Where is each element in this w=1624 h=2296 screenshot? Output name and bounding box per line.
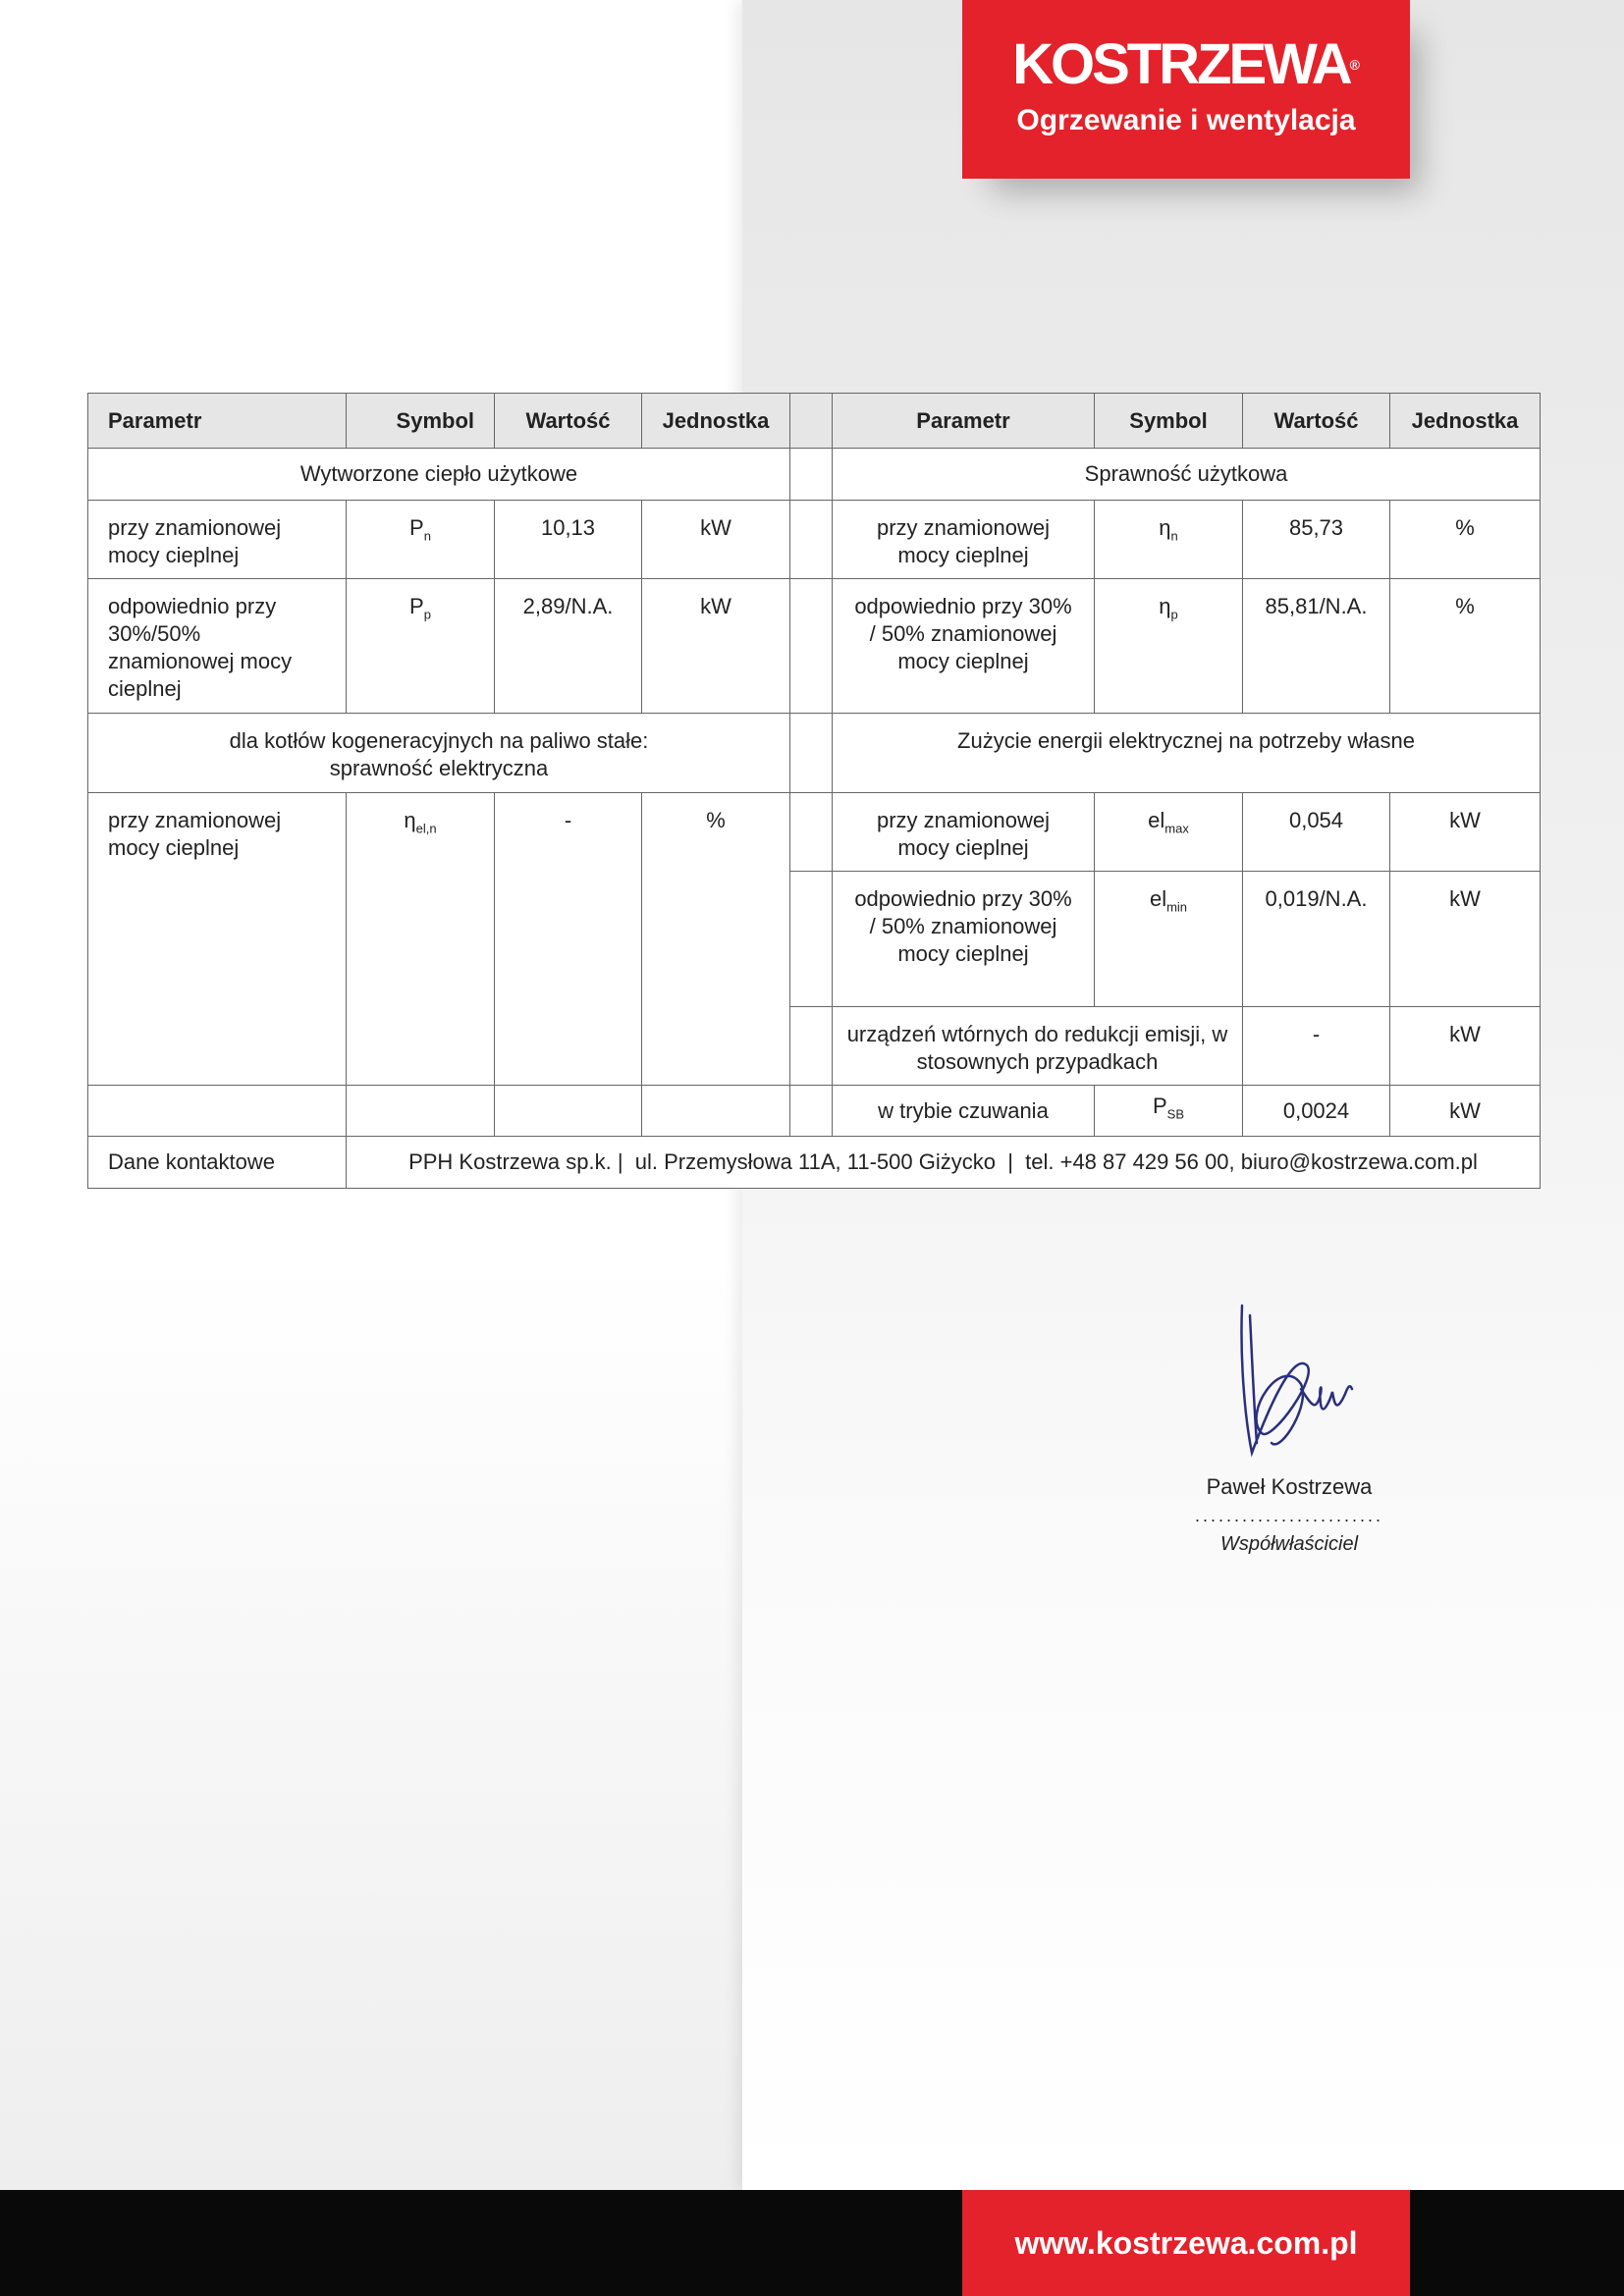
unit-cell: kW [1390, 872, 1541, 1007]
table-row [88, 501, 1541, 579]
symbol: P [409, 515, 424, 540]
symbol-sub: p [1170, 607, 1178, 622]
table-header-row [88, 394, 1541, 449]
separator-cell [790, 872, 833, 1007]
section-heading: Wytworzone ciepło użytkowe [88, 449, 790, 501]
header-symbol-right: Symbol [1095, 394, 1243, 449]
value-cell: - [1243, 1007, 1390, 1086]
header-parametr: Parametr [88, 394, 347, 449]
symbol: P [409, 594, 424, 618]
symbol-sub: min [1166, 899, 1188, 915]
param-cell: odpowiednio przy 30%/50% znamionowej mocy cieplnej [88, 579, 347, 714]
param-cell: przy znamionowej mocy cieplnej [833, 501, 1095, 579]
symbol: el [1148, 808, 1165, 832]
separator-cell [790, 1007, 833, 1086]
contact-label: Dane kontaktowe [88, 1137, 347, 1189]
separator-cell [790, 1086, 833, 1137]
section-heading: Sprawność użytkowa [833, 449, 1541, 501]
signatory-role: Współwłaściciel [1219, 1533, 1359, 1555]
value-cell: 0,019/N.A. [1243, 872, 1390, 1007]
empty-cell [347, 1086, 495, 1137]
table-row [88, 579, 1541, 714]
symbol-sub: n [1170, 528, 1178, 544]
symbol-cell [347, 793, 495, 1086]
logo-brand: KOSTRZEWA [1012, 32, 1350, 96]
symbol-sub: n [423, 528, 431, 544]
header-jednostka: Jednostka [642, 394, 790, 449]
symbol-cell [1095, 872, 1243, 1007]
symbol-cell [1095, 579, 1243, 714]
unit-cell: kW [1390, 1086, 1541, 1137]
unit-cell: kW [642, 501, 790, 579]
contact-row [88, 1137, 1541, 1189]
header-parametr-right: Parametr [833, 394, 1095, 449]
section-heading: Zużycie energii elektrycznej na potrzeby własne [833, 714, 1541, 793]
symbol-cell [347, 501, 495, 579]
symbol-cell [1095, 1086, 1243, 1137]
signature-dotted-line: ........................ [1194, 1506, 1384, 1525]
value-cell: 85,73 [1243, 501, 1390, 579]
unit-cell: kW [1390, 1007, 1541, 1086]
header-wartosc: Wartość [495, 394, 642, 449]
param-cell: odpowiednio przy 30% / 50% znamionowej mocy cieplnej [833, 872, 1095, 1007]
symbol-sub: p [423, 607, 431, 622]
value-cell: 85,81/N.A. [1243, 579, 1390, 714]
param-cell: odpowiednio przy 30% / 50% znamionowej mocy cieplnej [833, 579, 1095, 714]
footer-band [0, 2190, 1624, 2296]
symbol-cell [1095, 793, 1243, 872]
logo-tagline: Ogrzewanie i wentylacja [1016, 104, 1356, 136]
symbol-cell [1095, 501, 1243, 579]
contact-details: PPH Kostrzewa sp.k. | ul. Przemysłowa 11A, 11-500 Giżycko | tel. +48 87 429 56 00, biuro@kostrzewa.com.pl [347, 1137, 1541, 1189]
param-cell: przy znamionowej mocy cieplnej [88, 793, 347, 1086]
separator-cell [790, 793, 833, 872]
website-link[interactable]: www.kostrzewa.com.pl [962, 2190, 1410, 2296]
table-row [88, 793, 1541, 872]
symbol: η [1159, 515, 1171, 540]
param-cell: w trybie czuwania [833, 1086, 1095, 1137]
symbol: η [404, 808, 416, 832]
registered-mark: ® [1349, 57, 1360, 73]
symbol-cell [347, 579, 495, 714]
value-cell: 0,054 [1243, 793, 1390, 872]
unit-cell: % [1390, 501, 1541, 579]
separator-cell [790, 579, 833, 714]
param-cell: przy znamionowej mocy cieplnej [833, 793, 1095, 872]
symbol: P [1152, 1094, 1167, 1119]
empty-cell [88, 1086, 347, 1137]
value-cell: - [495, 793, 642, 1086]
unit-cell: % [642, 793, 790, 1086]
symbol: el [1149, 886, 1167, 911]
signatory-name: Paweł Kostrzewa [1206, 1474, 1373, 1499]
value-cell: 2,89/N.A. [495, 579, 642, 714]
table-row [88, 1086, 1541, 1137]
unit-cell: kW [1390, 793, 1541, 872]
header-symbol: Symbol [347, 394, 495, 449]
separator-cell [790, 394, 833, 449]
symbol: η [1159, 594, 1171, 618]
symbol-sub: max [1164, 821, 1189, 836]
symbol-sub: SB [1166, 1106, 1185, 1122]
header-jednostka-right: Jednostka [1390, 394, 1541, 449]
separator-cell [790, 449, 833, 501]
section-heading: dla kotłów kogeneracyjnych na paliwo stałe: sprawność elektryczna [88, 714, 790, 793]
empty-cell [495, 1086, 642, 1137]
unit-cell: % [1390, 579, 1541, 714]
empty-cell [642, 1086, 790, 1137]
table-row [88, 449, 1541, 501]
value-cell: 0,0024 [1243, 1086, 1390, 1137]
separator-cell [790, 501, 833, 579]
kostrzewa-logo [962, 0, 1410, 179]
parameters-table [87, 393, 1541, 1189]
value-cell: 10,13 [495, 501, 642, 579]
table-row [88, 714, 1541, 793]
param-cell: przy znamionowej mocy cieplnej [88, 501, 347, 579]
unit-cell: kW [642, 579, 790, 714]
signature-icon [1213, 1296, 1370, 1463]
symbol-sub: el,n [415, 821, 437, 836]
separator-cell [790, 714, 833, 793]
header-wartosc-right: Wartość [1243, 394, 1390, 449]
signature-image [1159, 1296, 1424, 1468]
param-cell: urządzeń wtórnych do redukcji emisji, w stosownych przypadkach [833, 1007, 1243, 1086]
